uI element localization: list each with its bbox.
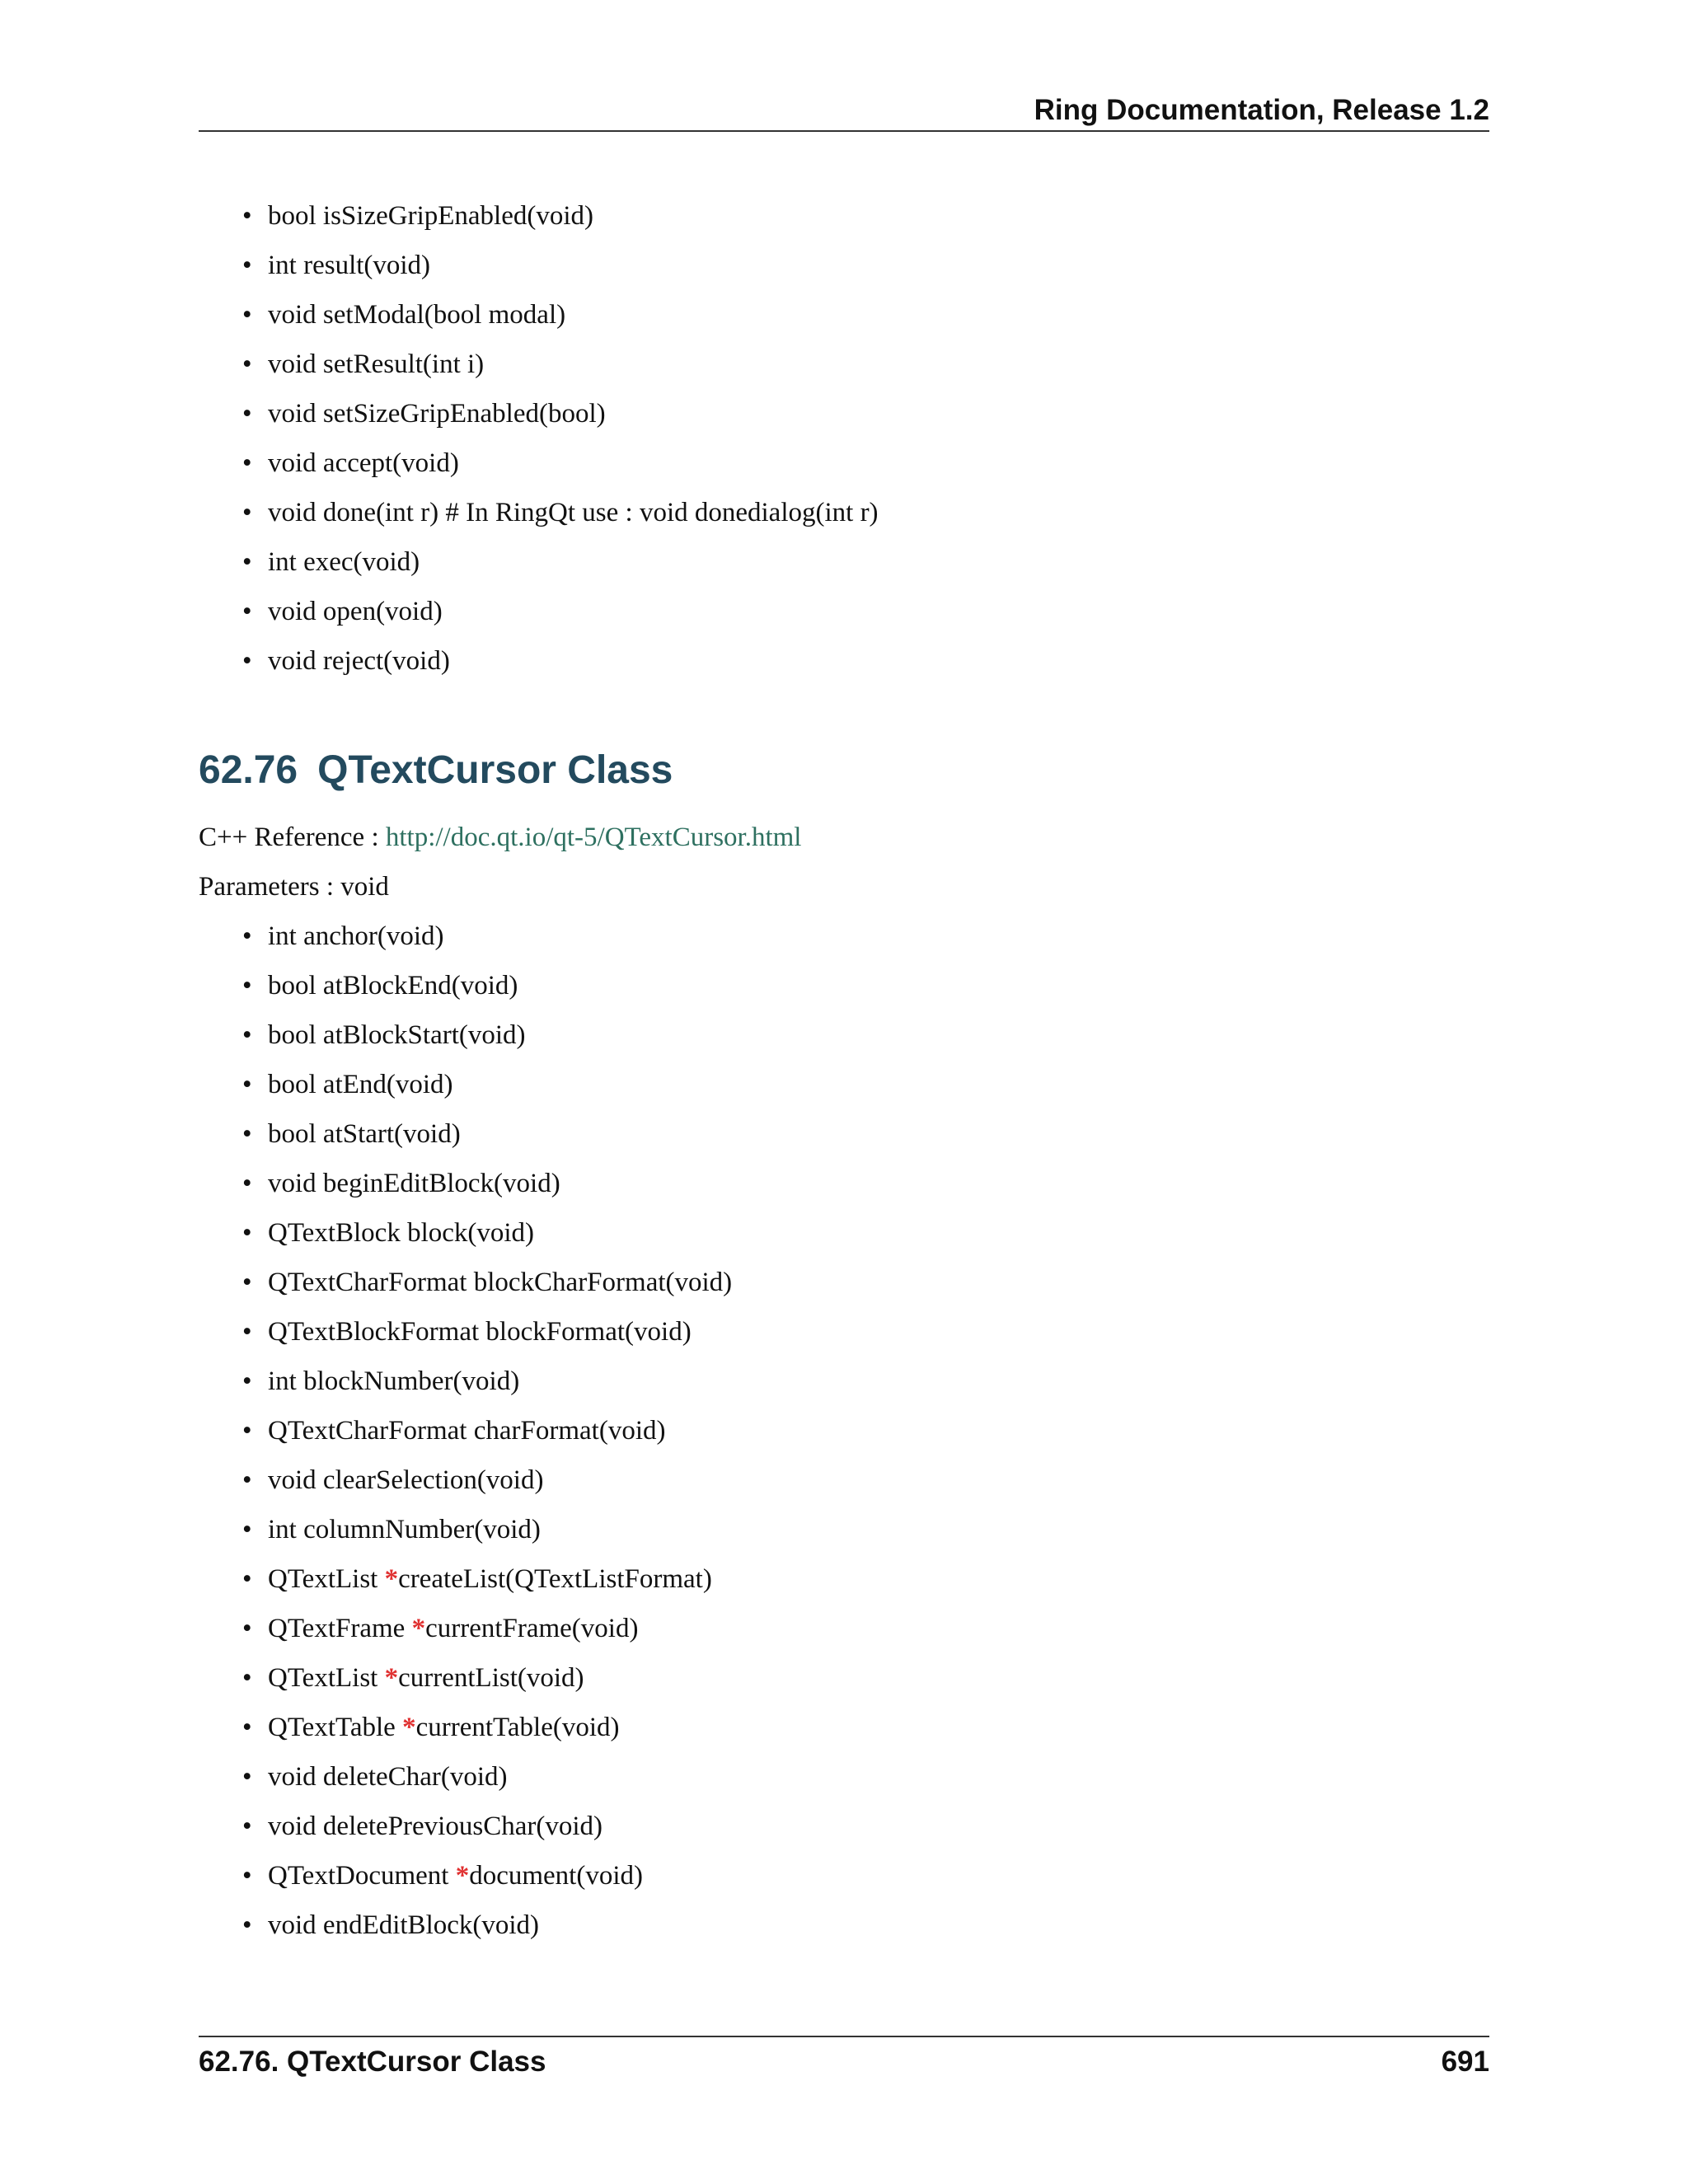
list-item: • void setModal(bool modal) xyxy=(268,290,1489,340)
method-name: document(void) xyxy=(469,1861,643,1891)
list-item: • void setResult(int i) xyxy=(268,340,1489,389)
list-item: • void done(int r) # In RingQt use : void donedialog(int r) xyxy=(268,488,1489,537)
list-item: • int exec(void) xyxy=(268,537,1489,587)
method-text: QTextDocument xyxy=(268,1861,456,1891)
cpp-reference xyxy=(199,813,1489,862)
method-text: QTextList xyxy=(268,1564,385,1594)
method-item xyxy=(268,1653,1489,1703)
list-item: • void setSizeGripEnabled(bool) xyxy=(268,389,1489,438)
method-text: QTextFrame xyxy=(268,1614,412,1643)
pointer-asterisk: * xyxy=(402,1713,416,1742)
section-heading xyxy=(199,733,1489,808)
method-item xyxy=(268,1554,1489,1604)
footer-section: 62.76. QTextCursor Class xyxy=(199,2046,546,2078)
pointer-asterisk: * xyxy=(455,1861,470,1891)
method-text: QTextList xyxy=(268,1663,385,1693)
method-name: currentList(void) xyxy=(398,1663,584,1693)
method-name: currentTable(void) xyxy=(415,1713,620,1742)
method-text: void deleteChar(void) xyxy=(268,1762,508,1792)
list-item: • void open(void) xyxy=(268,587,1489,636)
page-footer xyxy=(199,2036,1489,2095)
cpp-reference-link[interactable]: http://doc.qt.io/qt-5/QTextCursor.html xyxy=(385,823,802,852)
list-item: • void accept(void) xyxy=(268,438,1489,488)
method-text: QTextTable xyxy=(268,1713,403,1742)
method-text: void clearSelection(void) xyxy=(268,1465,544,1495)
parameters-line: Parameters : void xyxy=(199,872,389,902)
method-item xyxy=(268,1604,1489,1653)
method-item xyxy=(268,1010,1489,1060)
method-text: void endEditBlock(void) xyxy=(268,1910,540,1940)
method-text: void deletePreviousChar(void) xyxy=(268,1811,603,1841)
method-item xyxy=(268,1851,1489,1900)
method-text: QTextBlock block(void) xyxy=(268,1218,535,1248)
method-item xyxy=(268,912,1489,961)
method-text: void beginEditBlock(void) xyxy=(268,1169,560,1198)
method-item xyxy=(268,1703,1489,1752)
method-name: createList(QTextListFormat) xyxy=(398,1564,712,1594)
method-text: bool atBlockEnd(void) xyxy=(268,971,518,1001)
list-item: • void reject(void) xyxy=(268,636,1489,686)
pointer-asterisk: * xyxy=(384,1564,399,1594)
cpp-reference-label: C++ Reference : xyxy=(199,823,386,852)
method-text: int blockNumber(void) xyxy=(268,1366,520,1396)
method-text: QTextBlockFormat blockFormat(void) xyxy=(268,1317,692,1347)
method-text: bool atBlockStart(void) xyxy=(268,1020,526,1050)
header-title: Ring Documentation, Release 1.2 xyxy=(1034,94,1489,126)
method-item xyxy=(268,1307,1489,1357)
page-header xyxy=(199,89,1489,132)
method-item xyxy=(268,1159,1489,1208)
section-number: 62.76 xyxy=(199,748,298,792)
method-item xyxy=(268,1109,1489,1159)
method-text: int anchor(void) xyxy=(268,921,444,951)
method-item xyxy=(268,1752,1489,1802)
top-method-list xyxy=(199,191,1489,686)
page-content xyxy=(199,191,1489,1950)
method-text: int columnNumber(void) xyxy=(268,1515,541,1544)
method-text: bool atStart(void) xyxy=(268,1119,461,1149)
method-item xyxy=(268,1505,1489,1554)
method-item xyxy=(268,1208,1489,1258)
list-item: • int result(void) xyxy=(268,241,1489,290)
method-item xyxy=(268,1060,1489,1109)
method-item xyxy=(268,1900,1489,1950)
pointer-asterisk: * xyxy=(384,1663,399,1693)
method-name: currentFrame(void) xyxy=(425,1614,639,1643)
method-item xyxy=(268,1258,1489,1307)
method-item xyxy=(268,1357,1489,1406)
method-text: QTextCharFormat charFormat(void) xyxy=(268,1416,666,1446)
method-item xyxy=(268,961,1489,1010)
method-text: QTextCharFormat blockCharFormat(void) xyxy=(268,1268,733,1297)
method-item xyxy=(268,1406,1489,1455)
method-item xyxy=(268,1455,1489,1505)
method-list xyxy=(199,912,1489,1950)
method-text: bool atEnd(void) xyxy=(268,1070,453,1099)
page-number: 691 xyxy=(1441,2046,1489,2078)
pointer-asterisk: * xyxy=(411,1614,426,1643)
list-item: • bool isSizeGripEnabled(void) xyxy=(268,191,1489,241)
section-title: QTextCursor Class xyxy=(317,748,673,792)
method-item xyxy=(268,1802,1489,1851)
